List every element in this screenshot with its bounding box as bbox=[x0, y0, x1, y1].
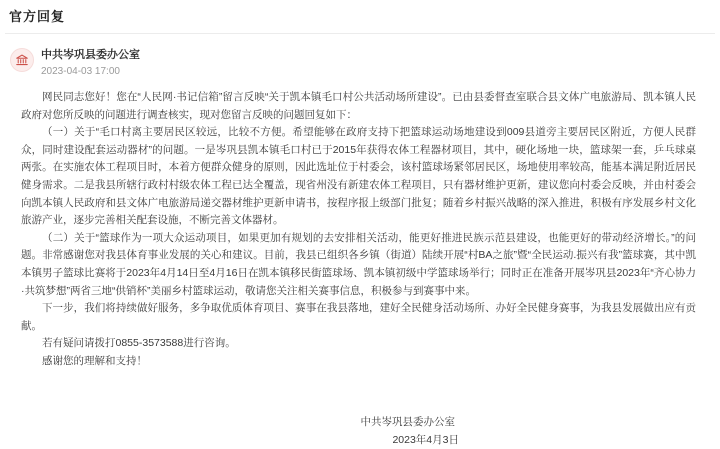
reply-paragraph-greeting: 网民同志您好！您在“人民网·书记信箱”留言反映“关于凯本镇毛口村公共活动场所建设”。已由县委督查室联合县文体广电旅游局、凯本镇人民政府对您所反映的问题进行调查核实，现对您留言反映的问题回复如下： bbox=[21, 91, 696, 121]
page-title: 官方回复 bbox=[9, 9, 66, 24]
header-divider bbox=[5, 33, 715, 34]
government-building-icon bbox=[15, 53, 29, 67]
author-avatar bbox=[10, 48, 34, 72]
reply-paragraph-item-2: （二）关于“篮球作为一项大众运动项目，如果更加有规划的去安排相关活动，能更好推进民族示范县建设，也能更好的带动经济增长。”的问题。非常感谢您对我县体育事业发展的关心和建议。目前，我县已组织各乡镇（街道）陆续开展“村BA之旅”暨“全民运动.振兴有我”篮球赛，其中凯本镇男子篮球比赛将于2023年4月14日至4月16日在凯本镇移民街篮球场、凯本镇初级中学篮球场举行；同时正在准备开展岑巩县2023年“齐心协力·共筑梦想”两省三地“供销杯”美丽乡村篮球运动，敬请您关注相关赛事信息，积极参与到赛事中来。 bbox=[21, 231, 696, 297]
signature-name: 中共岑巩县委办公室 bbox=[360, 415, 455, 428]
signature-date: 2023年4月3日 bbox=[392, 433, 459, 446]
author-info bbox=[41, 48, 140, 77]
reply-paragraph-thanks: 感谢您的理解和支持！ bbox=[42, 354, 147, 367]
reply-paragraph-item-1: （一）关于“毛口村离主要居民区较远，比较不方便。希望能够在政府支持下把篮球运动场地建设到009县道旁主要居民区附近，方便人民群众，同时建设配套运动器材”的问题。一是岑巩县凯本镇毛口村已于2015年获得农体工程器材项目，其中，硬化场地一块，篮球架一套，乒乓球桌两张。在实施农体工程项目时，本着方便群众健身的原则，因此选址位于村委会，该村篮球场紧邻居民区，场地使用率较高，能基本满足附近居民健身需求。二是我县所辖行政村村级农体工程已达全覆盖，现省州没有新建农体工程项目，只有器材维护更新，建议您向村委会反映，并由村委会向凯本镇人民政府和县文体广电旅游局递交器材维护更新申请书，按程序报上级部门批复；随着乡村振兴战略的深入推进，积极有序发展乡村文化旅游产业，逐步完善相关配套设施，不断完善文体器材。 bbox=[21, 126, 696, 227]
reply-body bbox=[0, 89, 720, 449]
signature-block bbox=[21, 413, 696, 449]
reply-paragraph-contact: 若有疑问请拨打0855-3573588进行咨询。 bbox=[42, 337, 236, 350]
reply-paragraph-next-steps: 下一步，我们将持续做好服务，多争取优质体育项目、赛事在我县落地，建好全民健身活动场所、办好全民健身赛事，为我县发展做出应有贡献。 bbox=[21, 302, 696, 332]
reply-timestamp: 2023-04-03 17:00 bbox=[41, 66, 120, 77]
reply-author-row bbox=[10, 48, 720, 77]
author-name[interactable]: 中共岑巩县委办公室 bbox=[41, 49, 140, 61]
